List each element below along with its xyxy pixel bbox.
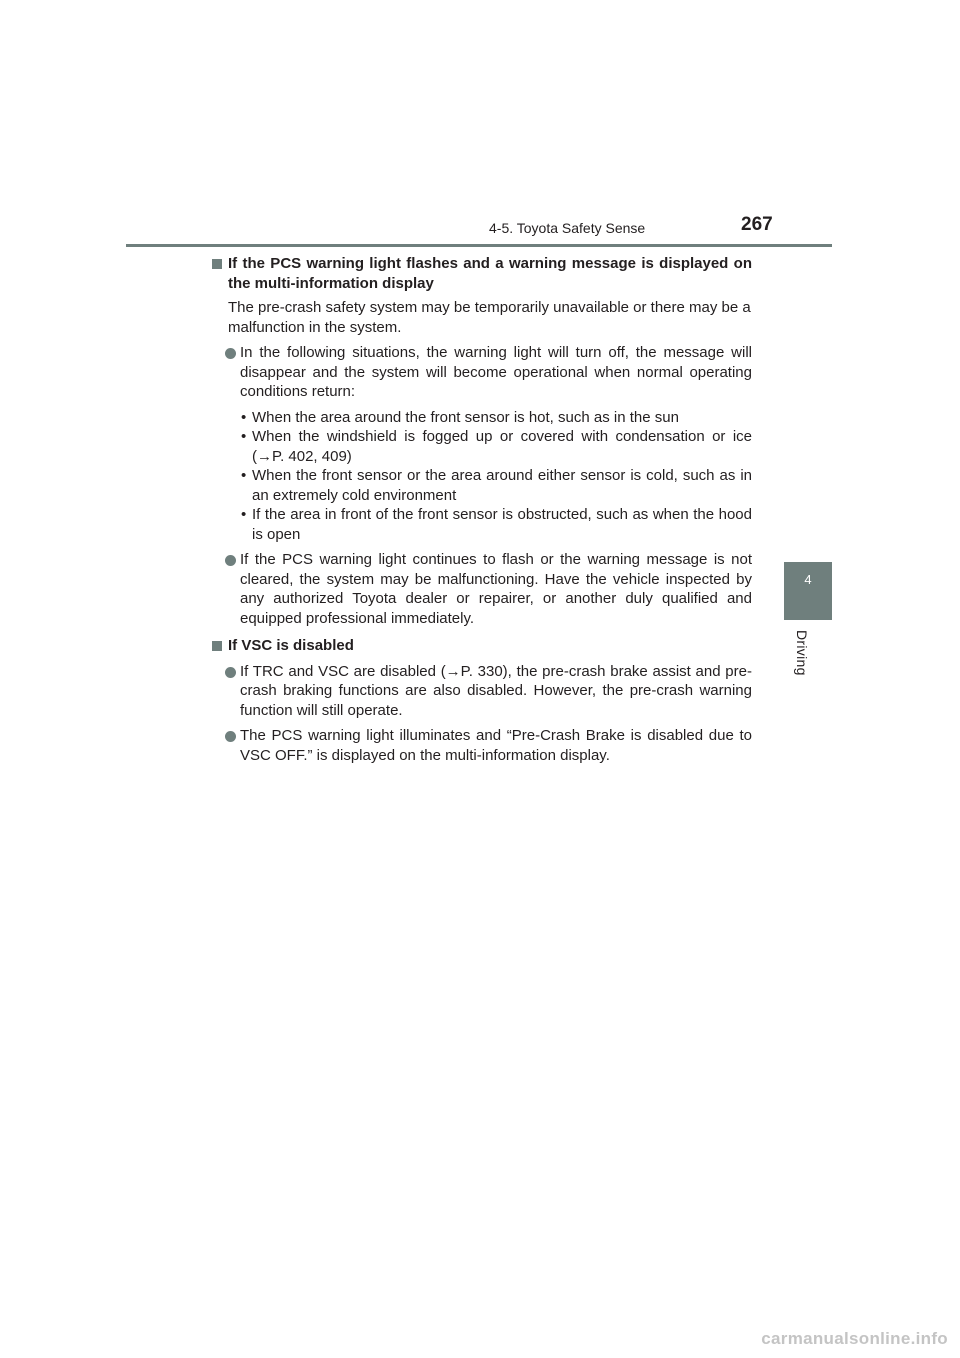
sub-list-item: [212, 466, 752, 505]
small-bullet-icon: •: [241, 428, 247, 445]
section-heading: [212, 254, 752, 293]
heading-text: If VSC is disabled: [228, 637, 354, 654]
heading-text: If the PCS warning light flashes and a warning message is displayed on the multi-information display: [228, 255, 752, 292]
list-item-text: If TRC and VSC are disabled (→P. 330), the pre-crash brake assist and pre-crash braking functions are also disabled. However, the pre-crash warning function will still operate.: [240, 662, 752, 719]
list-item-text: If the PCS warning light continues to flash or the warning message is not cleared, the system may be malfunctioning. Have the vehicle inspected by any authorized Toyota dealer or repairer, or another duly qualified and equipped professional immediately.: [240, 551, 752, 627]
square-bullet-icon: [212, 259, 222, 269]
sub-item-text: When the windshield is fogged up or covered with condensation or ice (→P. 402, 409): [252, 428, 752, 465]
sub-list: [212, 408, 752, 545]
small-bullet-icon: •: [241, 408, 247, 426]
sub-item-text: When the front sensor or the area around either sensor is cold, such as in an extremely cold environment: [252, 467, 752, 504]
round-bullet-icon: [225, 555, 236, 566]
sub-item-text: When the area around the front sensor is hot, such as in the sun: [252, 408, 679, 426]
intro-paragraph: The pre-crash safety system may be temporarily unavailable or there may be a malfunction in the system.: [228, 299, 751, 336]
chapter-label: Driving: [794, 630, 810, 676]
list-item: [212, 343, 752, 402]
watermark: carmanualsonline.info: [761, 1329, 948, 1348]
sub-item-text: If the area in front of the front sensor is obstructed, such as when the hood is open: [252, 506, 752, 543]
small-bullet-icon: •: [241, 506, 247, 523]
sub-list-item: [212, 505, 752, 544]
section-title: 4-5. Toyota Safety Sense: [489, 220, 646, 236]
chapter-tab: [784, 562, 832, 620]
list-item: [212, 662, 752, 721]
small-bullet-icon: •: [241, 467, 247, 484]
chapter-number: 4: [804, 572, 812, 587]
header-divider: [126, 244, 832, 247]
page-number: 267: [741, 214, 773, 235]
list-item: [212, 550, 752, 628]
list-item-text: The PCS warning light illuminates and “Pre-Crash Brake is disabled due to VSC OFF.” is displayed on the multi-information display.: [240, 727, 752, 764]
square-bullet-icon: [212, 641, 222, 651]
round-bullet-icon: [225, 731, 236, 742]
section-heading: [212, 636, 752, 656]
list-item-text: In the following situations, the warning light will turn off, the message will disappear and the system will become operational when normal operating conditions return:: [240, 344, 752, 400]
page-content: [212, 254, 752, 765]
sub-list-item: [212, 427, 752, 466]
list-item: [212, 726, 752, 765]
round-bullet-icon: [225, 348, 236, 359]
round-bullet-icon: [225, 667, 236, 678]
sub-list-item: [212, 408, 752, 428]
